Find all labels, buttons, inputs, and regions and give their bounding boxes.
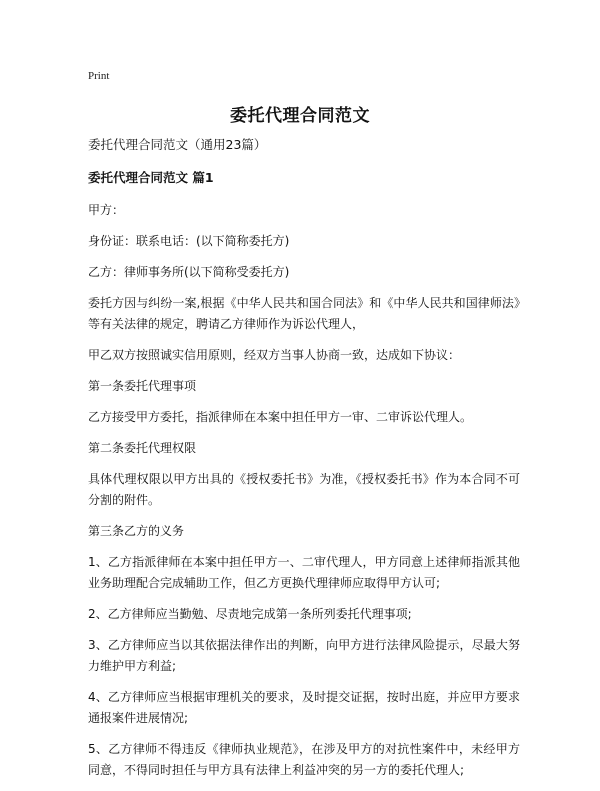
obligation-item: 1、乙方指派律师在本案中担任甲方一、二审代理人，甲方同意上述律师指派其他业务助理配合完成辅助工作，但乙方更换代理律师应取得甲方认可; xyxy=(88,555,520,590)
print-link[interactable]: Print xyxy=(88,70,110,82)
article-paragraph: 具体代理权限以甲方出具的《授权委托书》为准，《授权委托书》作为本合同不可分割的附件。 xyxy=(88,472,520,507)
article-heading: 第二条委托代理权限 xyxy=(88,441,197,455)
obligation-item: 2、乙方律师应当勤勉、尽责地完成第一条所列委托代理事项; xyxy=(88,607,412,621)
article-paragraph: 乙方接受甲方委托，指派律师在本案中担任甲方一审、二审诉讼代理人。 xyxy=(88,410,473,424)
preamble-paragraph: 委托方因与纠纷一案,根据《中华人民共和国合同法》和《中华人民共和国律师法》等有关法律的规定，聘请乙方律师作为诉讼代理人， xyxy=(88,296,520,331)
obligation-item: 4、乙方律师应当根据审理机关的要求，及时提交证据，按时出庭，并应甲方要求通报案件进展情况; xyxy=(88,690,520,725)
obligation-item: 3、乙方律师应当以其依据法律作出的判断，向甲方进行法律风险提示，尽最大努力维护甲方利益; xyxy=(88,638,520,673)
party-a-id-line: 身份证：联系电话：(以下简称委托方) xyxy=(88,234,290,248)
agreement-paragraph: 甲乙双方按照诚实信用原则，经双方当事人协商一致，达成如下协议： xyxy=(88,348,461,362)
document-subtitle: 委托代理合同范文（通用23篇） xyxy=(88,137,267,152)
page-title: 委托代理合同范文 xyxy=(230,106,370,126)
party-b-line: 乙方：律师事务所(以下简称受委托方) xyxy=(88,265,290,279)
obligation-item: 5、乙方律师不得违反《律师执业规范》，在涉及甲方的对抗性案件中，未经甲方同意，不得同时担任与甲方具有法律上利益冲突的另一方的委托代理人; xyxy=(88,742,520,777)
party-a-line: 甲方： xyxy=(88,203,125,217)
article-heading: 第三条乙方的义务 xyxy=(88,524,185,538)
section-heading: 委托代理合同范文 篇1 xyxy=(88,170,214,185)
document-body xyxy=(88,134,520,791)
article-heading: 第一条委托代理事项 xyxy=(88,379,197,393)
